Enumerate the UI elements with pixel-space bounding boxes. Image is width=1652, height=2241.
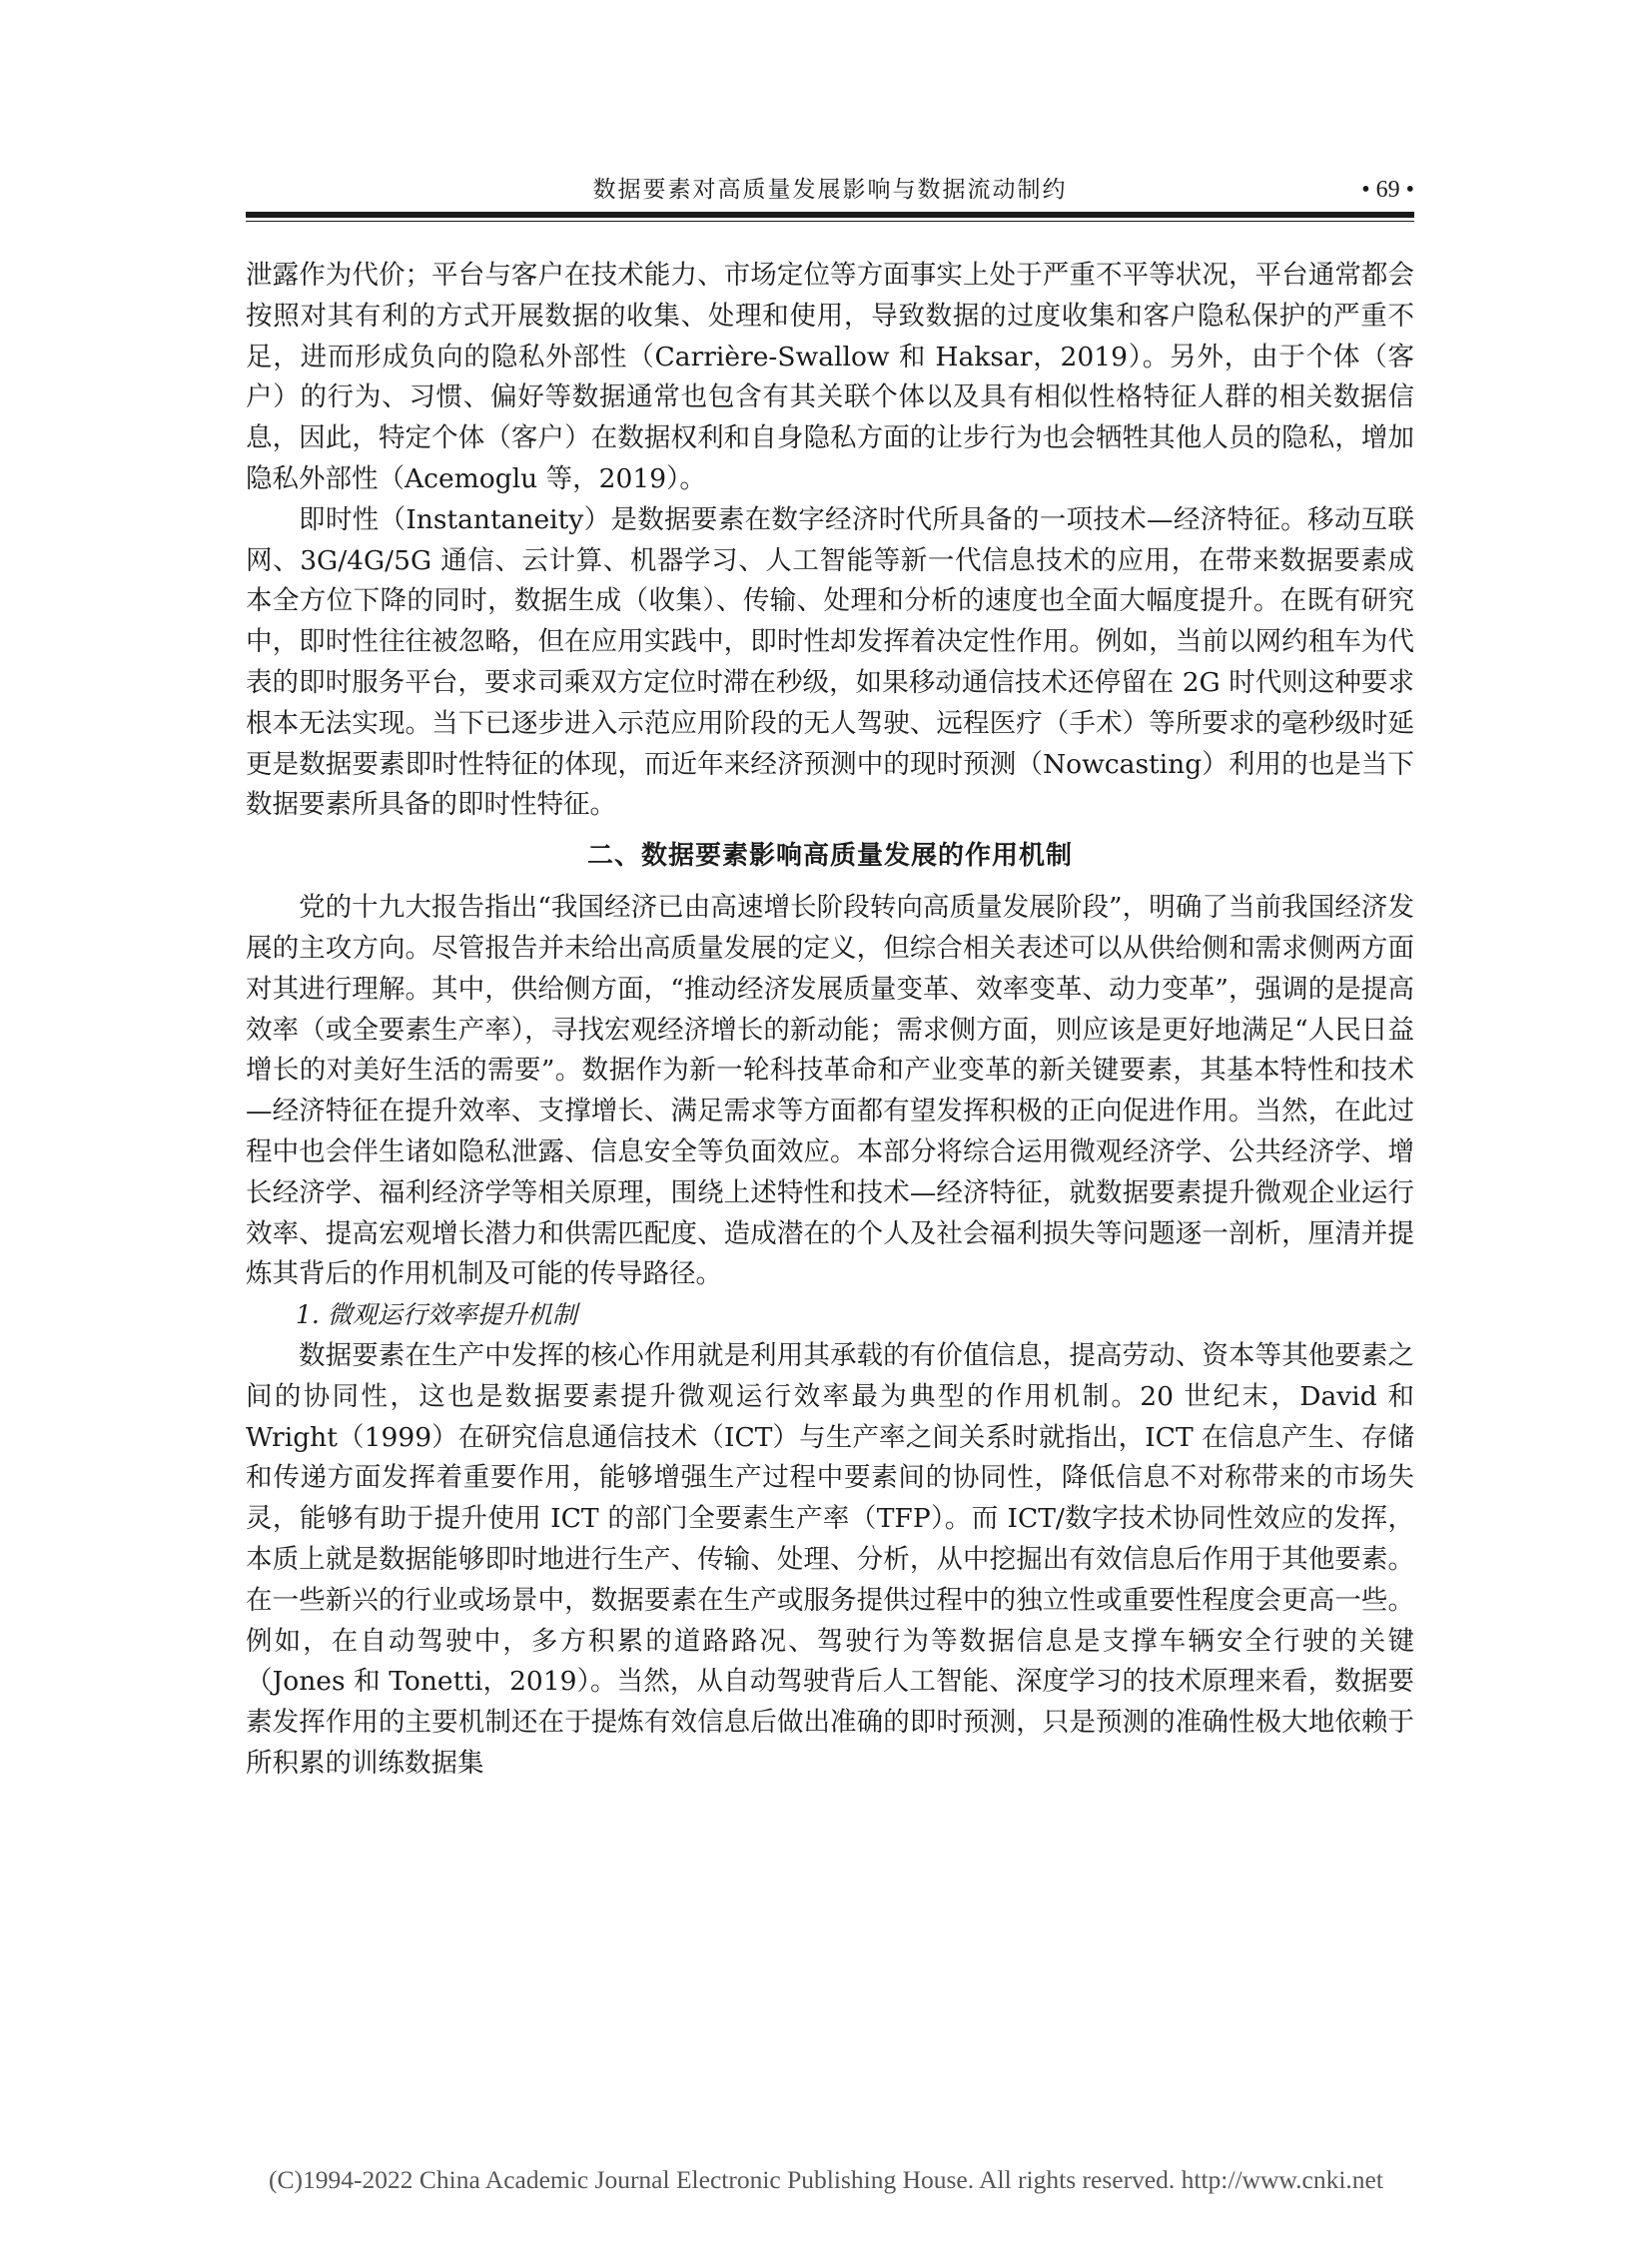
page-number: • 69 • bbox=[1361, 177, 1414, 203]
section-heading: 二、数据要素影响高质量发展的作用机制 bbox=[586, 841, 1073, 872]
copyright-footer: (C)1994-2022 China Academic Journal Electronic Publishing House. All rights reserved. http://www.cnki.net bbox=[269, 2165, 1383, 2194]
header-rule-thick bbox=[246, 212, 1414, 218]
paragraph-privacy-externality: 泄露作为代价；平台与客户在技术能力、市场定位等方面事实上处于严重不平等状况，平台通常都会按照对其有利的方式开展数据的收集、处理和使用，导致数据的过度收集和客户隐私保护的严重不足，进而形成负向的隐私外部性（Carrière-Swallow 和 Haksar，2019）。另外，由于个体（客户）的行为、习惯、偏好等数据通常也包含有其关联个体以及具有相似性格特征人群的相关数据信息，因此，特定个体（客户）在数据权利和自身隐私方面的让步行为也会牺牲其他人员的隐私，增加隐私外部性（Acemoglu 等，2019）。 bbox=[246, 260, 1414, 494]
article-body bbox=[246, 256, 1414, 1785]
subsection-heading: 1. 微观运行效率提升机制 bbox=[296, 1300, 577, 1330]
running-header bbox=[246, 172, 1414, 208]
header-rule-thin bbox=[246, 221, 1414, 222]
paragraph-micro-efficiency: 数据要素在生产中发挥的核心作用就是利用其承载的有价值信息，提高劳动、资本等其他要素之间的协同性，这也是数据要素提升微观运行效率最为典型的作用机制。20 世纪末，David 和 Wright（1999）在研究信息通信技术（ICT）与生产率之间关系时就指出，ICT 在信息产生、存储和传递方面发挥着重要作用，能够增强生产过程中要素间的协同性，降低信息不对称带来的市场失灵，能够有助于提升使用 ICT 的部门全要素生产率（TFP）。而 ICT/数字技术协同性效应的发挥，本质上就是数据能够即时地进行生产、传输、处理、分析，从中挖掘出有效信息后作用于其他要素。在一些新兴的行业或场景中，数据要素在生产或服务提供过程中的独立性或重要性程度会更高一些。例如，在自动驾驶中，多方积累的道路路况、驾驶行为等数据信息是支撑车辆安全行驶的关键（Jones 和 Tonetti，2019）。当然，从自动驾驶背后人工智能、深度学习的技术原理来看，数据要素发挥作用的主要机制还在于提炼有效信息后做出准确的即时预测，只是预测的准确性极大地依赖于所积累的训练数据集 bbox=[246, 1339, 1414, 1779]
paragraph-high-quality-development: 党的十九大报告指出“我国经济已由高速增长阶段转向高质量发展阶段”，明确了当前我国经济发展的主攻方向。尽管报告并未给出高质量发展的定义，但综合相关表述可以从供给侧和需求侧两方面对其进行理解。其中，供给侧方面，“推动经济发展质量变革、效率变革、动力变革”，强调的是提高效率（或全要素生产率），寻找宏观经济增长的新动能；需求侧方面，则应该是更好地满足“人民日益增长的对美好生活的需要”。数据作为新一轮科技革命和产业变革的新关键要素，其基本特性和技术—经济特征在提升效率、支撑增长、满足需求等方面都有望发挥积极的正向促进作用。当然，在此过程中也会伴生诸如隐私泄露、信息安全等负面效应。本部分将综合运用微观经济学、公共经济学、增长经济学、福利经济学等相关原理，围绕上述特性和技术—经济特征，就数据要素提升微观企业运行效率、提高宏观增长潜力和供需匹配度、造成潜在的个人及社会福利损失等问题逐一剖析，厘清并提炼其背后的作用机制及可能的传导路径。 bbox=[246, 892, 1415, 1290]
paragraph-instantaneity: 即时性（Instantaneity）是数据要素在数字经济时代所具备的一项技术—经济特征。移动互联网、3G/4G/5G 通信、云计算、机器学习、人工智能等新一代信息技术的应用，在带来数据要素成本全方位下降的同时，数据生成（收集）、传输、处理和分析的速度也全面大幅度提升。在既有研究中，即时性往往被忽略，但在应用实践中，即时性却发挥着决定性作用。例如，当前以网约租车为代表的即时服务平台，要求司乘双方定位时滞在秒级，如果移动通信技术还停留在 2G 时代则这种要求根本无法实现。当下已逐步进入示范应用阶段的无人驾驶、远程医疗（手术）等所要求的毫秒级时延更是数据要素即时性特征的体现，而近年来经济预测中的现时预测（Nowcasting）利用的也是当下数据要素所具备的即时性特征。 bbox=[246, 503, 1414, 821]
running-header-title: 数据要素对高质量发展影响与数据流动制约 bbox=[592, 177, 1068, 203]
